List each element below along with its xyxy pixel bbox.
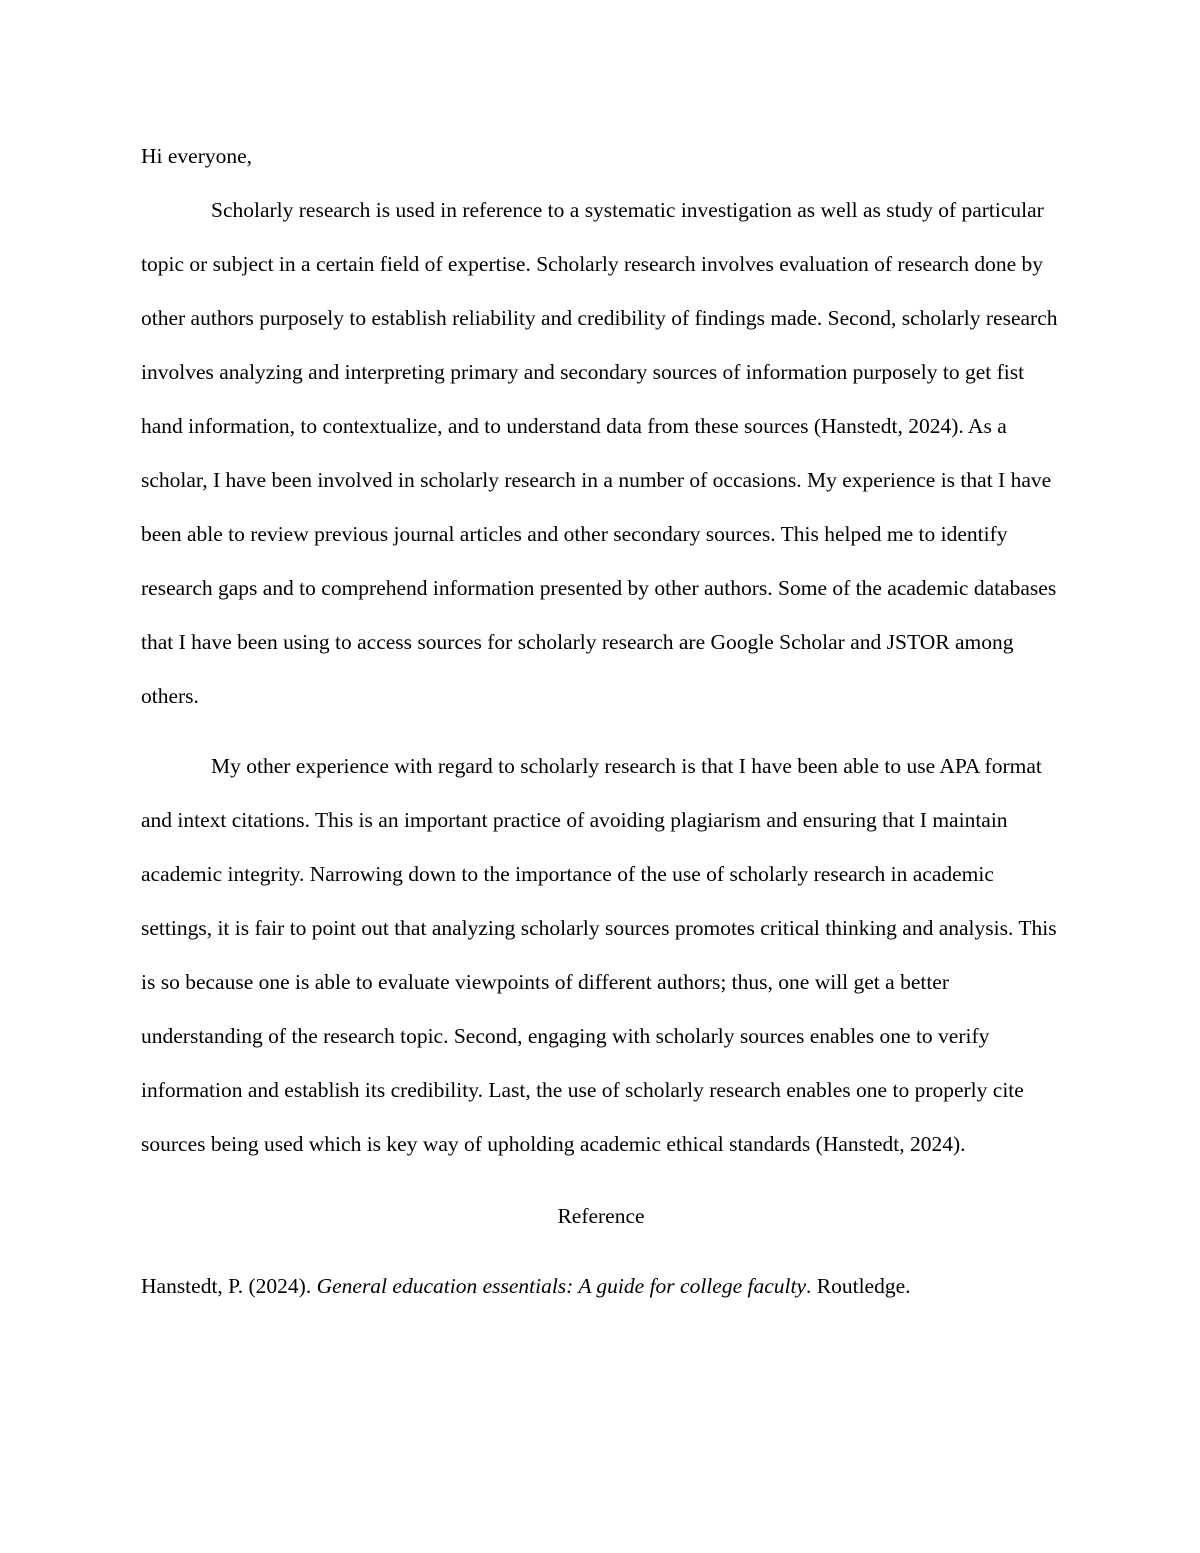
reference-entry	[141, 1259, 1061, 1313]
document-body	[141, 140, 1061, 1313]
reference-author-year: Hanstedt, P. (2024).	[141, 1274, 317, 1298]
reference-title: General education essentials: A guide for college faculty	[316, 1274, 806, 1298]
greeting: Hi everyone,	[141, 144, 253, 168]
reference-heading: Reference	[557, 1204, 645, 1228]
paragraph-apa-experience: My other experience with regard to scholarly research is that I have been able to use APA format and intext citations. This is an important practice of avoiding plagiarism and ensuring that I maintain academic integrity. Narrowing down to the importance of the use of scholarly research in academic settings, it is fair to point out that analyzing scholarly sources promotes critical thinking and analysis. This is so because one is able to evaluate viewpoints of different authors; thus, one will get a better understanding of the research topic. Second, engaging with scholarly sources enables one to verify information and establish its credibility. Last, the use of scholarly research enables one to properly cite sources being used which is key way of upholding academic ethical standards (Hanstedt, 2024).	[141, 754, 1057, 1156]
reference-publisher: . Routledge.	[806, 1274, 911, 1298]
paragraph-scholarly-research: Scholarly research is used in reference to a systematic investigation as well as study of particular topic or subject in a certain field of expertise. Scholarly research involves evaluation of research done by other authors purposely to establish reliability and credibility of findings made. Second, scholarly research involves analyzing and interpreting primary and secondary sources of information purposely to get fist hand information, to contextualize, and to understand data from these sources (Hanstedt, 2024). As a scholar, I have been involved in scholarly research in a number of occasions. My experience is that I have been able to review previous journal articles and other secondary sources. This helped me to identify research gaps and to comprehend information presented by other authors. Some of the academic databases that I have been using to access sources for scholarly research are Google Scholar and JSTOR among others.	[141, 198, 1058, 708]
